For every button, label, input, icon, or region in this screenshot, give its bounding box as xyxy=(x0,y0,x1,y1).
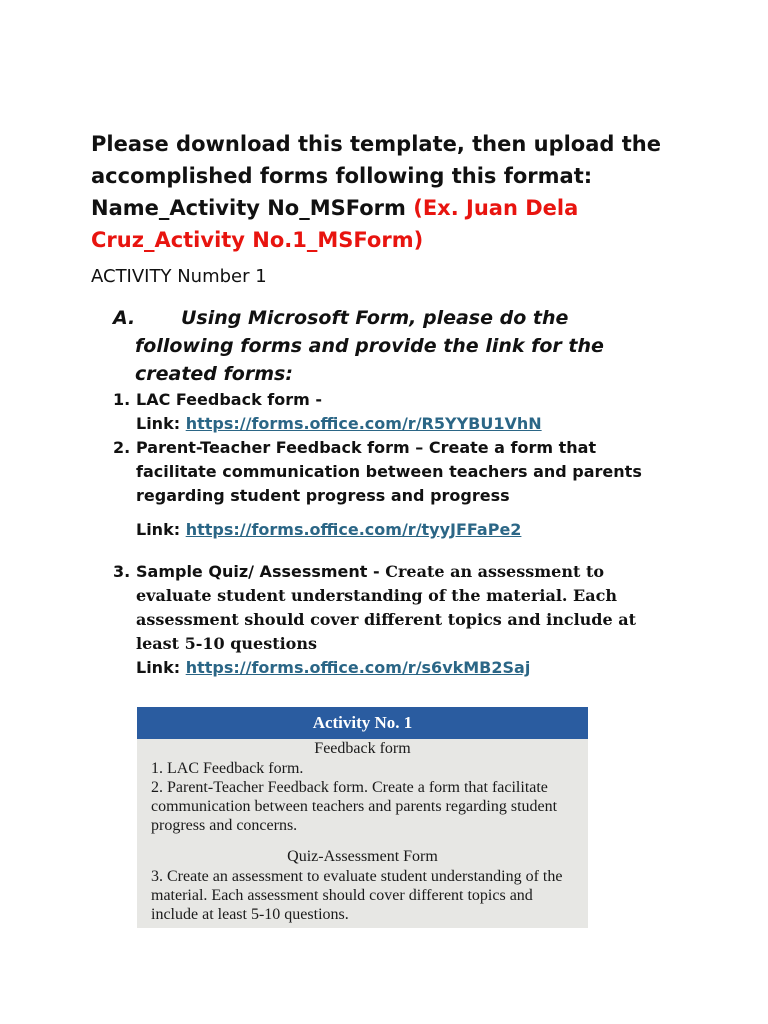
page-title xyxy=(91,128,691,256)
activity-heading: ACTIVITY Number 1 xyxy=(91,266,267,287)
list-item-lac-feedback xyxy=(113,388,673,436)
link-row xyxy=(136,656,673,680)
lac-feedback-link[interactable]: https://forms.office.com/r/R5YYBU1VhN xyxy=(185,414,542,433)
section-a-rest: following forms and provide the link for the created forms: xyxy=(135,335,604,385)
feedback-item-2: 2. Parent-Teacher Feedback form. Create a form that facilitate communication between teachers and parents regarding student progress and concerns. xyxy=(151,779,558,834)
list-item-number: 2. xyxy=(113,438,131,457)
link-label: Link: xyxy=(136,520,181,539)
section-spacer xyxy=(137,835,588,847)
list-item-number: 1. xyxy=(113,390,131,409)
list-item-title: Sample Quiz/ Assessment - xyxy=(136,562,386,581)
list-item-description: Create an assessment to evaluate student understanding of the material. Each assessment should cover different topics and include at least 5-10 questions xyxy=(136,562,636,653)
list-item-text xyxy=(136,560,673,656)
link-label: Link: xyxy=(136,414,181,433)
activity-instructions-image xyxy=(137,707,588,928)
sample-quiz-link[interactable]: https://forms.office.com/r/s6vkMB2Saj xyxy=(185,658,531,677)
link-row xyxy=(136,518,673,542)
list-item-title: LAC Feedback form - xyxy=(136,390,322,409)
section-a-instruction xyxy=(113,304,673,388)
list-item-sample-quiz xyxy=(113,560,673,680)
quiz-item-3: 3. Create an assessment to evaluate student understanding of the material. Each assessment should cover different topics and include at least 5-10 questions. xyxy=(151,868,563,923)
activity-box-header: Activity No. 1 xyxy=(137,707,588,739)
list-item-title: Parent-Teacher Feedback form – Create a form that facilitate communication between teachers and parents regarding student progress and progress xyxy=(136,438,642,505)
list-item-number: 3. xyxy=(113,562,131,581)
feedback-form-title: Feedback form xyxy=(314,740,411,757)
section-a-line1: Using Microsoft Form, please do the xyxy=(181,307,569,329)
section-a-letter: A. xyxy=(113,307,136,329)
feedback-item-1: 1. LAC Feedback form. xyxy=(151,760,304,777)
intro-text: Please download this template, then upload the accomplished forms following this format: Name_Activity No_MSForm xyxy=(91,132,661,220)
link-row xyxy=(136,412,673,436)
quiz-assessment-title: Quiz-Assessment Form xyxy=(287,848,438,865)
list-item-parent-teacher-feedback xyxy=(113,436,673,542)
link-label: Link: xyxy=(136,658,181,677)
parent-teacher-feedback-link[interactable]: https://forms.office.com/r/tyyJFFaPe2 xyxy=(185,520,522,539)
filename-example: (Ex. Juan Dela Cruz_Activity No.1_MSForm) xyxy=(91,196,579,252)
